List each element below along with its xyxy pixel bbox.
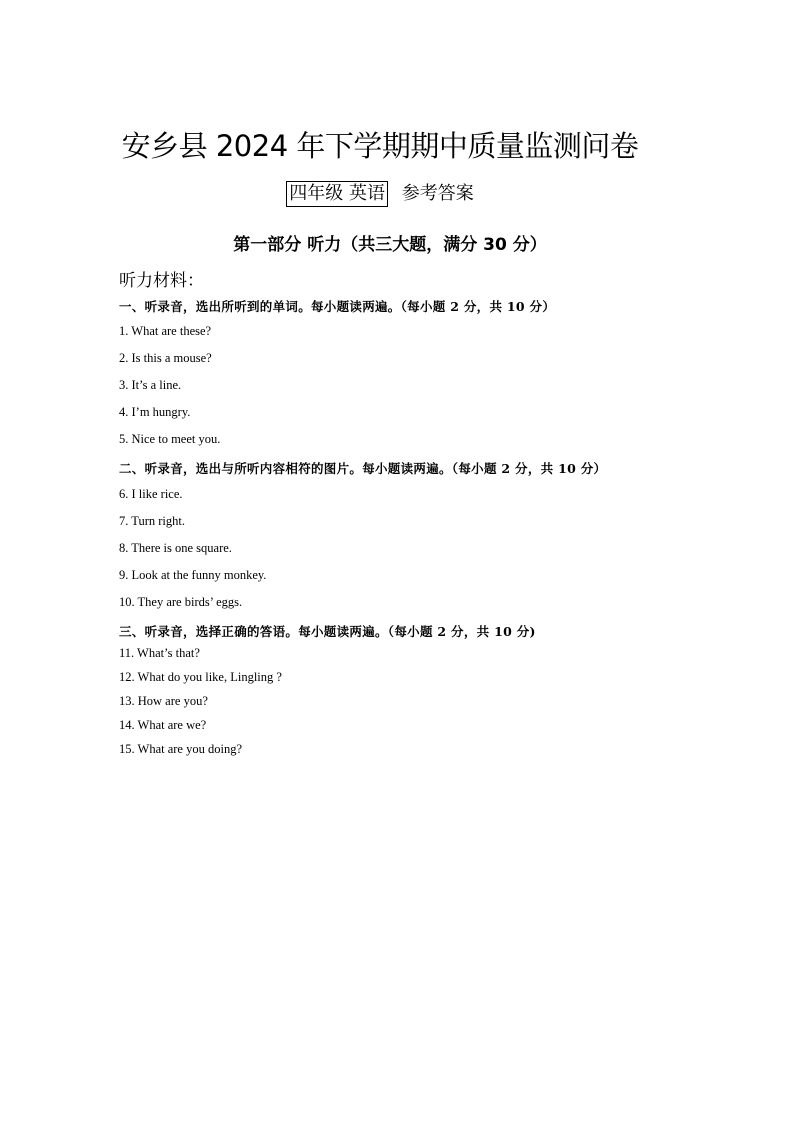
grade-subject-box: 四年级 英语 [286,181,388,207]
document-title: 安乡县 2024 年下学期期中质量监测问卷 [121,129,639,163]
list-item: 11. What’s that? [119,646,200,660]
list-item: 12. What do you like, Lingling ? [119,670,282,684]
list-item: 14. What are we? [119,718,207,732]
list-item: 5. Nice to meet you. [119,432,221,446]
list-item: 3. It’s a line. [119,378,182,392]
answer-label: 参考答案 [401,183,474,204]
list-item: 1. What are these? [119,324,212,338]
list-item: 8. There is one square. [119,541,232,555]
list-item: 15. What are you doing? [119,742,242,756]
list-item: 9. Look at the funny monkey. [119,568,267,582]
subtitle-row [0,181,760,207]
list-item: 10. They are birds’ eggs. [119,595,243,609]
list-item: 13. How are you? [119,694,208,708]
list-item: 4. I’m hungry. [119,405,191,419]
list-item: 2. Is this a mouse? [119,351,212,365]
section-heading-1: 一、听录音，选出所听到的单词。每小题读两遍。（每小题 2 分，共 10 分） [119,299,556,314]
list-item: 6. I like rice. [119,487,183,501]
material-label: 听力材料： [119,271,204,291]
list-item: 7. Turn right. [119,514,185,528]
part-heading: 第一部分 听力（共三大题，满分 30 分） [233,235,547,255]
section-heading-2: 二、听录音，选出与所听内容相符的图片。每小题读两遍。（每小题 2 分，共 10 分） [119,461,607,476]
section-heading-3: 三、听录音，选择正确的答语。每小题读两遍。（每小题 2 分，共 10 分) [119,624,536,639]
